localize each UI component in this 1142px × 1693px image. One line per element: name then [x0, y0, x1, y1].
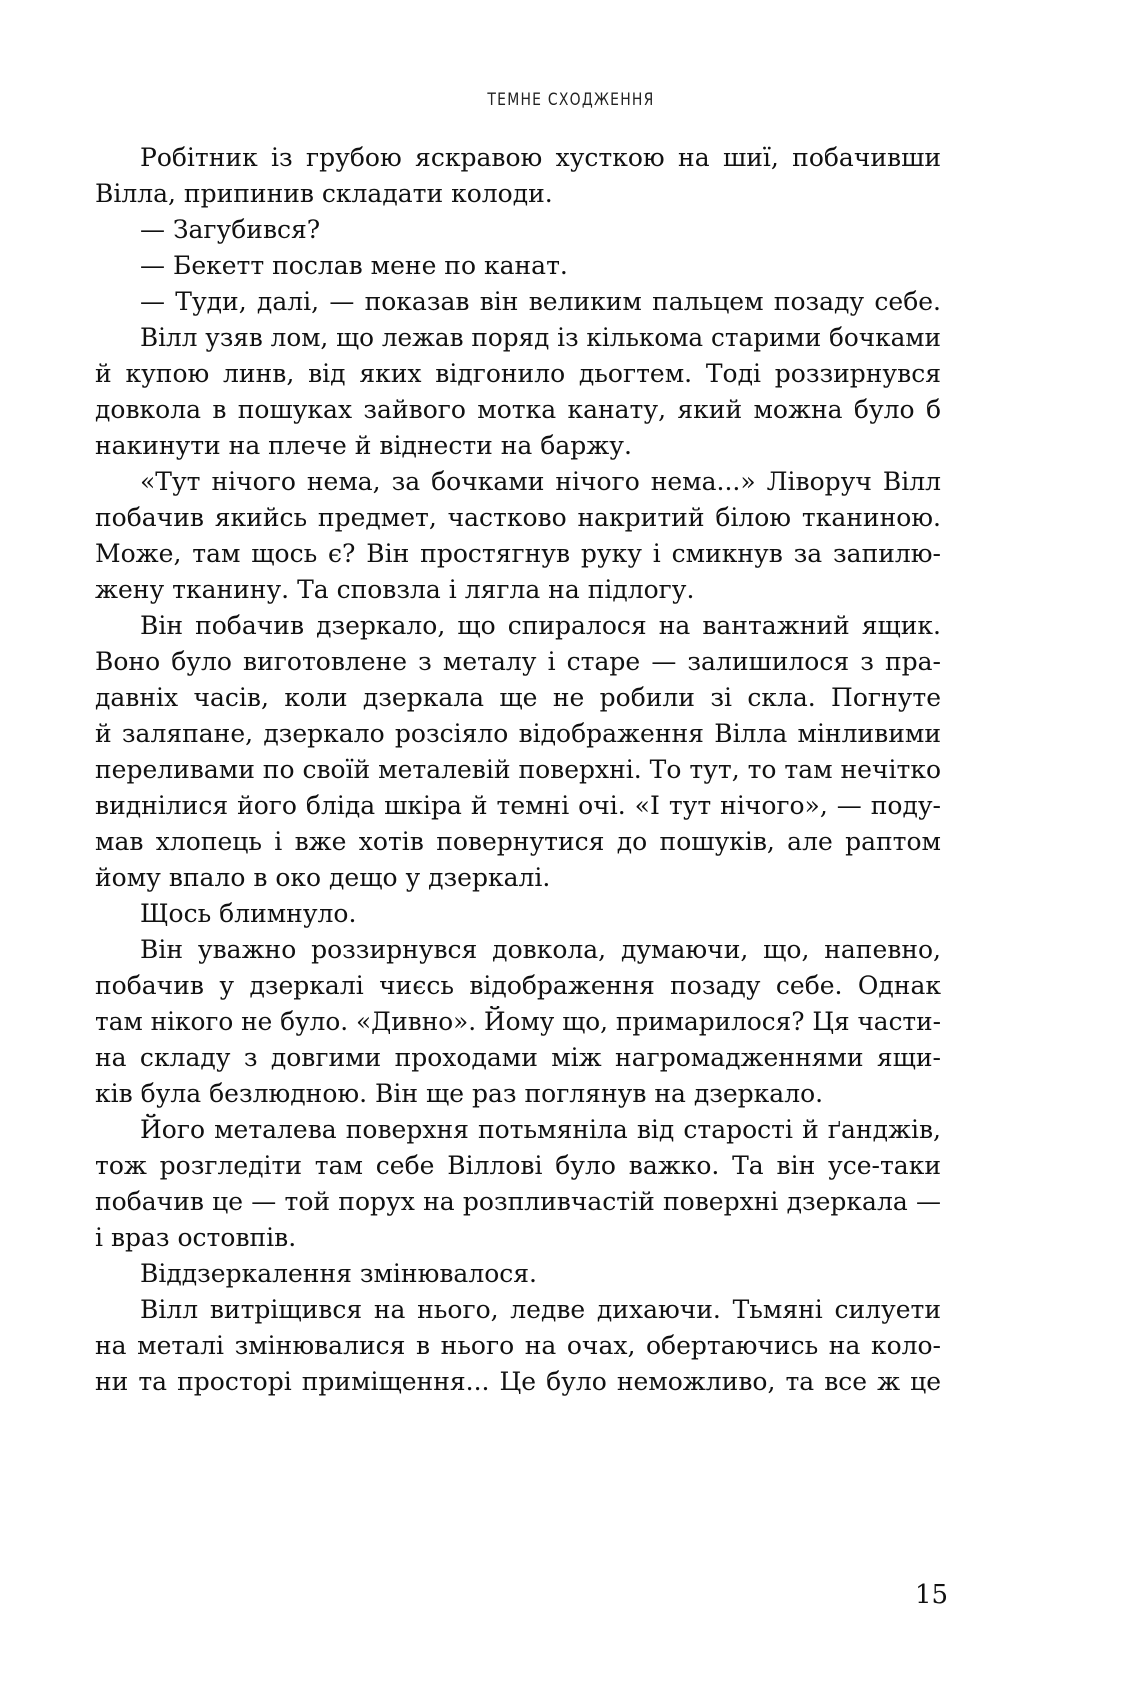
text-line: Вілл витріщився на нього, ледве дихаючи. Тьмяні силуети	[140, 1295, 941, 1324]
text-line: переливами по своїй металевій поверхні. То тут, то там нечітко	[95, 755, 941, 784]
text-line: й заляпане, дзеркало розсіяло відображення Вілла мінливими	[95, 719, 941, 748]
text-line: на металі змінювалися в нього на очах, обертаючись на коло-	[95, 1331, 941, 1360]
page-number: 15	[915, 1580, 949, 1610]
text-line: накинути на плече й віднести на баржу.	[95, 431, 632, 460]
text-line: давніх часів, коли дзеркала ще не робили зі скла. Погнуте	[95, 683, 941, 712]
text-line: виднілися його бліда шкіра й темні очі. «І тут нічого», — поду-	[95, 791, 941, 820]
text-line: Віддзеркалення змінювалося.	[140, 1259, 537, 1288]
text-line: побачив у дзеркалі чиєсь відображення позаду себе. Однак	[95, 971, 941, 1000]
text-line: Вілл узяв лом, що лежав поряд із кількома старими бочками	[139, 323, 941, 352]
text-line: Воно було виготовлене з металу і старе — залишилося з пра-	[95, 647, 941, 676]
text-line: — Туди, далі, — показав він великим пальцем позаду себе.	[140, 287, 941, 316]
text-line: побачив це — той порух на розпливчастій поверхні дзеркала —	[95, 1187, 941, 1216]
text-line: довкола в пошуках зайвого мотка канату, який можна було б	[95, 395, 941, 424]
text-line: мав хлопець і вже хотів повернутися до пошуків, але раптом	[95, 827, 941, 856]
text-line: там нікого не було. «Дивно». Йому що, примарилося? Ця части-	[95, 1007, 941, 1036]
text-line: й купою линв, від яких відгонило дьогтем. Тоді роззирнувся	[95, 359, 941, 388]
text-line: — Загубився?	[140, 215, 321, 244]
running-head: ТЕМНЕ СХОДЖЕННЯ	[487, 90, 655, 110]
text-line: і враз остовпів.	[95, 1223, 297, 1252]
body-text	[95, 140, 941, 1400]
text-line: ни та просторі приміщення... Це було неможливо, та все ж це	[95, 1367, 941, 1396]
text-line: тож розгледіти там себе Віллові було важко. Та він усе-таки	[95, 1151, 941, 1180]
text-line: — Бекетт послав мене по канат.	[140, 251, 568, 280]
text-line: Вілла, припинив складати колоди.	[95, 179, 553, 208]
text-line: побачив якийсь предмет, частково накритий білою тканиною.	[95, 503, 941, 532]
text-line: на складу з довгими проходами між нагромадженнями ящи-	[95, 1043, 941, 1072]
text-line: ків була безлюдною. Він ще раз поглянув на дзеркало.	[95, 1079, 824, 1108]
text-line: «Тут нічого нема, за бочками нічого нема...» Ліворуч Вілл	[140, 467, 941, 496]
text-line: Він побачив дзеркало, що спиралося на вантажний ящик.	[140, 611, 941, 640]
text-line: Його металева поверхня потьмяніла від старості й ґанджів,	[140, 1115, 941, 1144]
text-line: Щось блимнуло.	[140, 899, 357, 928]
text-line: йому впало в око дещо у дзеркалі.	[95, 863, 551, 892]
text-line: Він уважно роззирнувся довкола, думаючи, що, напевно,	[140, 935, 941, 964]
text-line: жену тканину. Та сповзла і лягла на підлогу.	[95, 575, 695, 604]
text-line: Робітник із грубою яскравою хусткою на шиї, побачивши	[140, 143, 941, 172]
text-line: Може, там щось є? Він простягнув руку і смикнув за запилю-	[95, 539, 941, 568]
